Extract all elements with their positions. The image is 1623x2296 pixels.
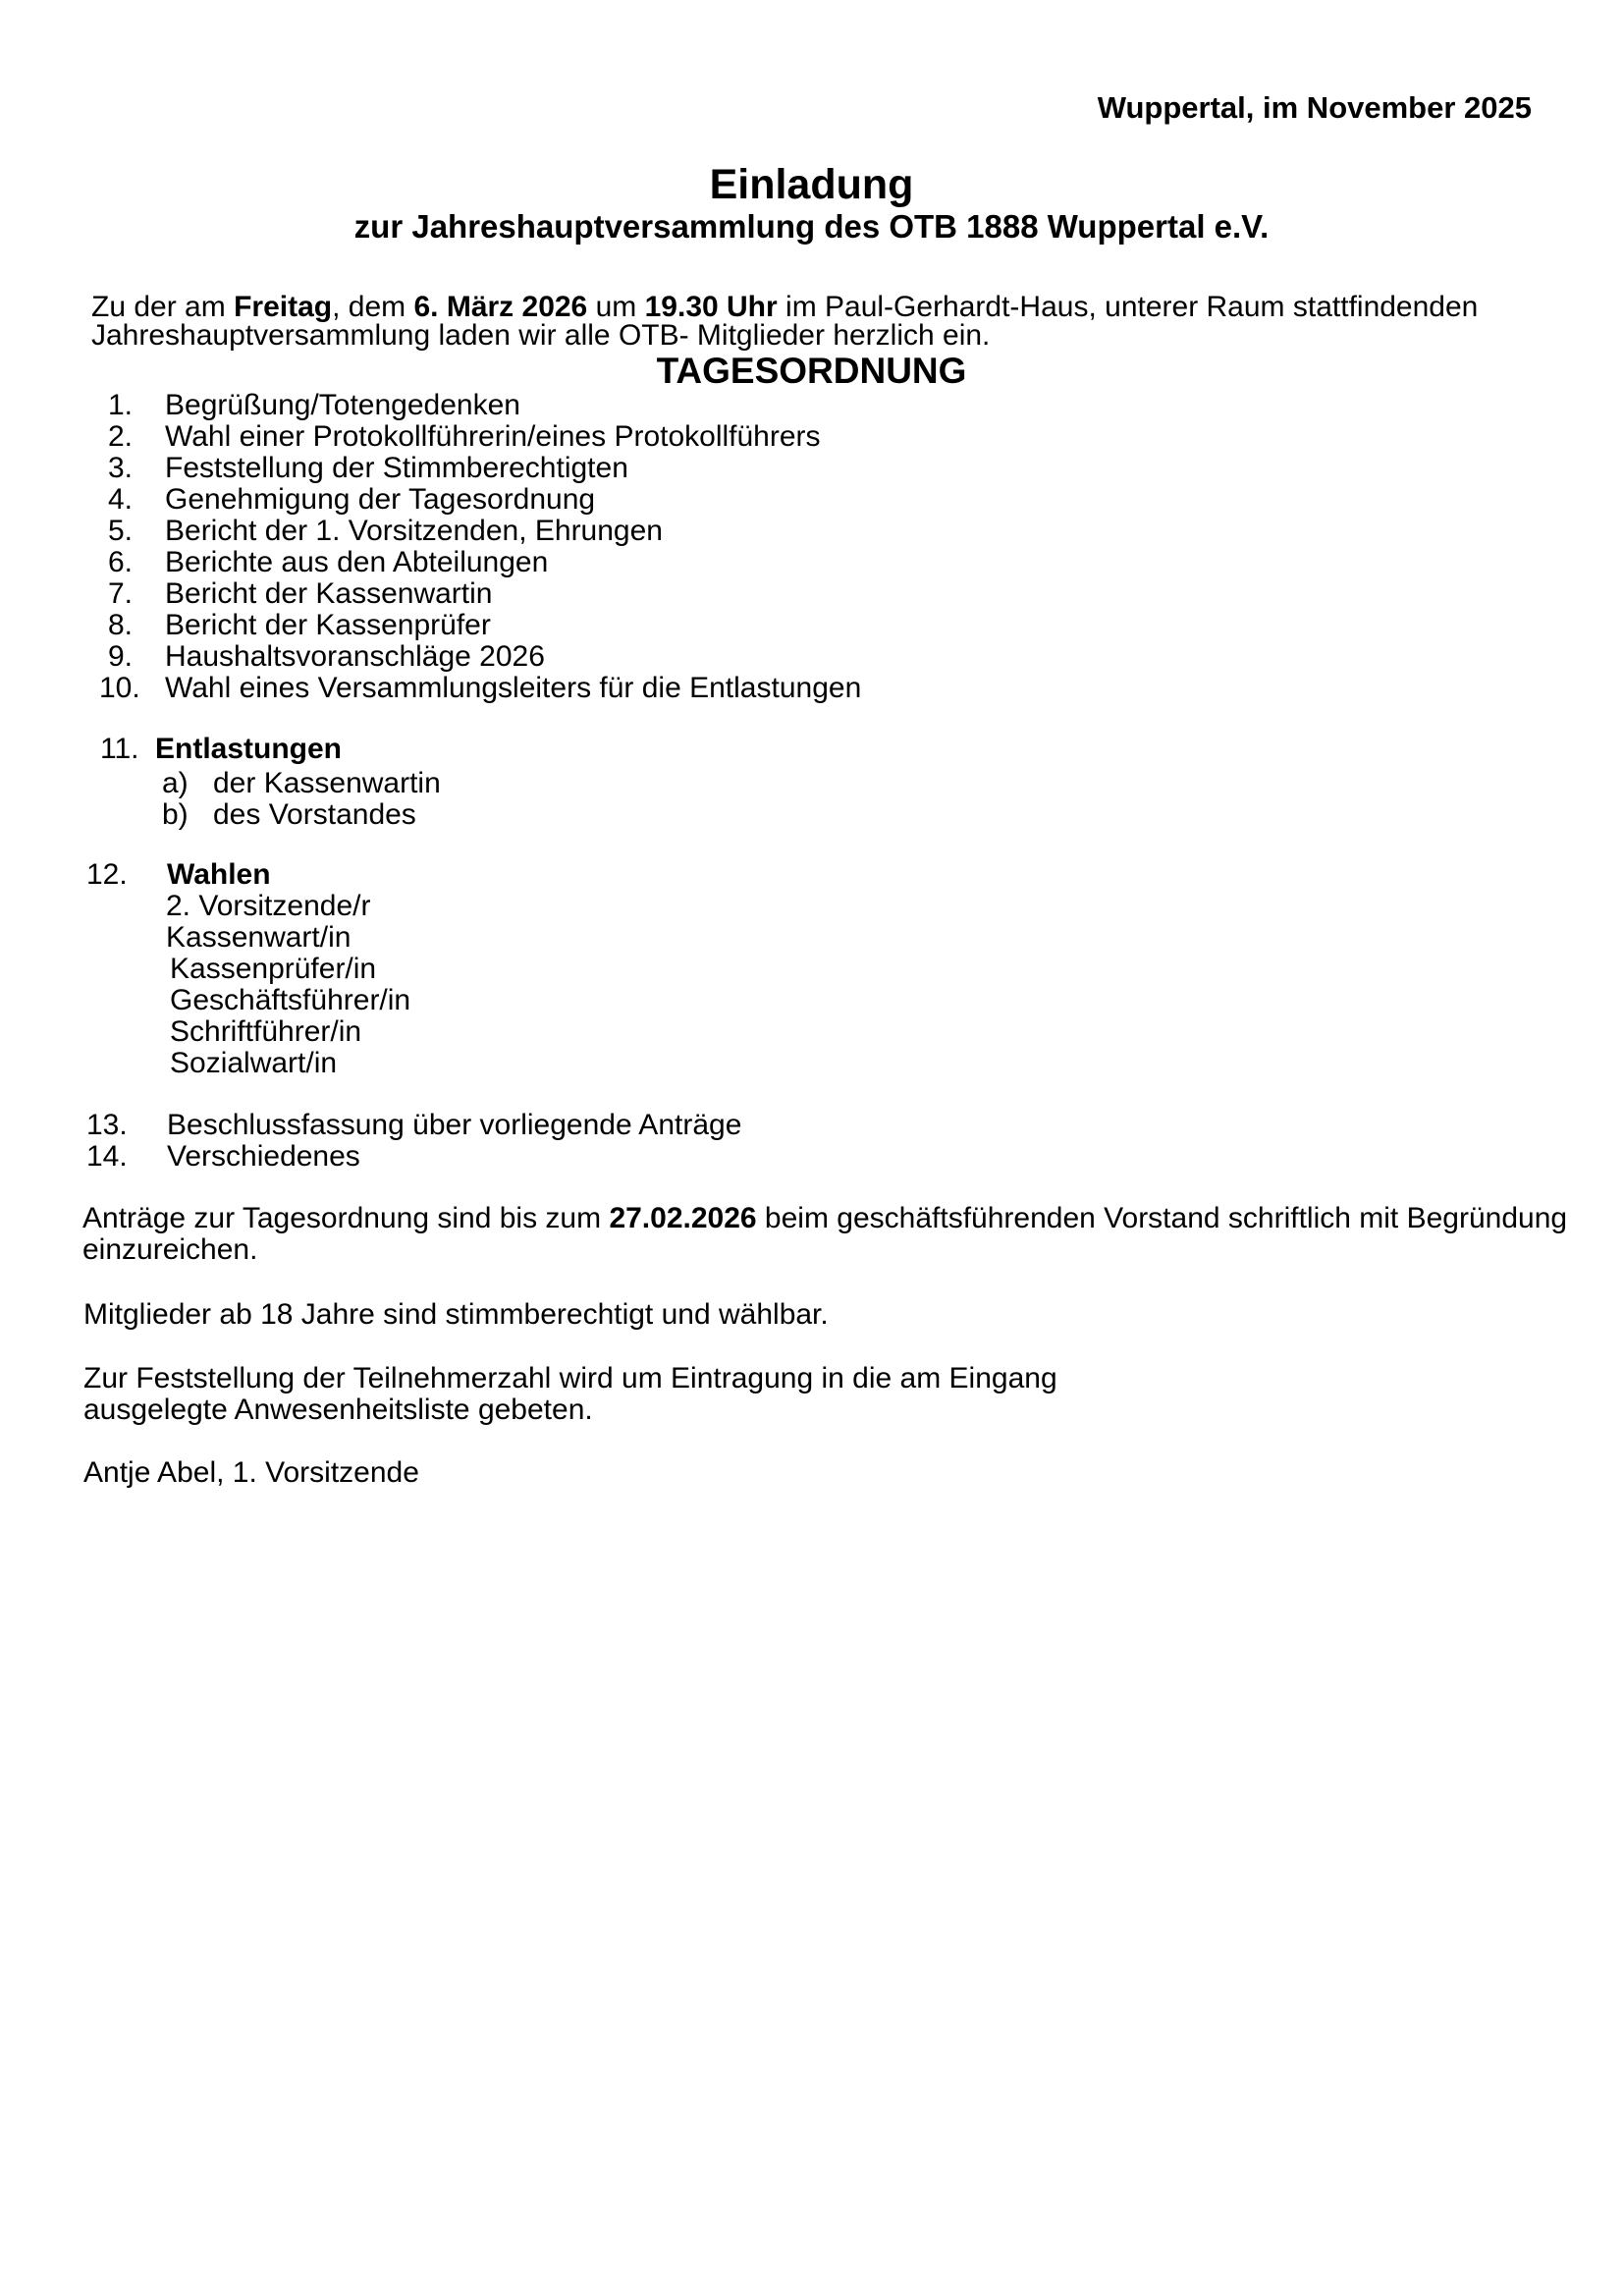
agenda-item-label: Entlastungen bbox=[155, 733, 343, 765]
feststellung-line-1: Zur Feststellung der Teilnehmerzahl wird um Eintragung in die am Eingang bbox=[83, 1362, 1057, 1394]
agenda-item-3 bbox=[0, 453, 1623, 484]
position-line: Sozialwart/in bbox=[170, 1047, 338, 1079]
agenda-item-label: Wahlen bbox=[167, 858, 271, 891]
agenda-item-9 bbox=[0, 641, 1623, 673]
mitglieder-paragraph: Mitglieder ab 18 Jahre sind stimmberechtigt und wählbar. bbox=[83, 1298, 829, 1331]
entlastungen-subitem-a bbox=[0, 768, 1623, 799]
agenda-item-number: 3. bbox=[108, 452, 134, 484]
intro-bold-time: 19.30 Uhr bbox=[644, 291, 778, 323]
agenda-item-number: 10. bbox=[99, 672, 140, 704]
agenda-item-2 bbox=[0, 421, 1623, 453]
agenda-item-text: Berichte aus den Abteilungen bbox=[165, 546, 549, 578]
intro-line-2: Jahreshauptversammlung laden wir alle OTB- Mitglieder herzlich ein. bbox=[91, 319, 991, 352]
entlastungen-subitem-b bbox=[0, 799, 1623, 831]
agenda-item-text: Bericht der 1. Vorsitzenden, Ehrungen bbox=[165, 515, 663, 547]
page-subtitle: zur Jahreshauptversammlung des OTB 1888 Wuppertal e.V. bbox=[353, 208, 1270, 245]
agenda-item-4 bbox=[0, 484, 1623, 516]
agenda-item-number: 7. bbox=[108, 577, 134, 610]
antraege-paragraph bbox=[82, 1203, 1567, 1266]
agenda-item-number: 1. bbox=[108, 389, 134, 421]
agenda-item-1 bbox=[0, 390, 1623, 421]
intro-paragraph bbox=[91, 293, 1478, 350]
subitem-text: der Kassenwartin bbox=[213, 767, 441, 799]
intro-bold-weekday: Freitag bbox=[234, 291, 333, 323]
agenda-list bbox=[0, 390, 1623, 704]
intro-bold-date: 6. März 2026 bbox=[413, 291, 588, 323]
page-title: Einladung bbox=[709, 161, 914, 208]
agenda-item-number: 8. bbox=[108, 609, 134, 641]
position-line: Kassenwart/in bbox=[166, 921, 352, 954]
antraege-deadline-date: 27.02.2026 bbox=[609, 1202, 757, 1234]
agenda-item-text: Bericht der Kassenwartin bbox=[165, 577, 493, 610]
agenda-item-text: Haushaltsvoranschläge 2026 bbox=[165, 640, 545, 673]
agenda-item-number: 9. bbox=[108, 640, 134, 673]
antraege-line-1: Anträge zur Tagesordnung sind bis zum 27.02.2026 beim geschäftsführenden Vorstand schriftlich mit Begründung bbox=[82, 1202, 1568, 1234]
position-line: Schriftführer/in bbox=[170, 1015, 362, 1048]
agenda-item-text: Bericht der Kassenprüfer bbox=[165, 609, 491, 641]
agenda-item-7 bbox=[0, 578, 1623, 610]
agenda-item-number: 12. bbox=[86, 858, 128, 891]
agenda-item-number: 13. bbox=[86, 1109, 128, 1141]
entlastungen-sublist bbox=[0, 768, 1623, 831]
agenda-item-6 bbox=[0, 547, 1623, 578]
agenda-item-number: 6. bbox=[108, 546, 134, 578]
agenda-item-number: 14. bbox=[86, 1140, 128, 1173]
wahlen-positions-list bbox=[0, 891, 1623, 1079]
position-line: Kassenprüfer/in bbox=[170, 953, 377, 985]
agenda-item-text: Wahl einer Protokollführerin/eines Protokollführers bbox=[165, 420, 821, 453]
intro-line-1: Zu der am Freitag, dem 6. März 2026 um 19.30 Uhr im Paul-Gerhardt-Haus, unterer Raum stattfindenden bbox=[91, 291, 1479, 323]
agenda-item-text: Beschlussfassung über vorliegende Anträge bbox=[167, 1109, 742, 1141]
subitem-text: des Vorstandes bbox=[213, 798, 416, 831]
agenda-item-text: Begrüßung/Totengedenken bbox=[165, 389, 520, 421]
agenda-item-text: Wahl eines Versammlungsleiters für die Entlastungen bbox=[165, 672, 862, 704]
agenda-item-number: 2. bbox=[108, 420, 134, 453]
agenda-item-10 bbox=[0, 673, 1623, 704]
position-line: Geschäftsführer/in bbox=[170, 984, 411, 1016]
agenda-item-text: Feststellung der Stimmberechtigten bbox=[165, 452, 628, 484]
agenda-item-text: Genehmigung der Tagesordnung bbox=[165, 483, 596, 516]
agenda-item-number: 5. bbox=[108, 515, 134, 547]
agenda-item-number: 11. bbox=[100, 733, 139, 765]
subitem-marker: b) bbox=[162, 798, 189, 831]
agenda-item-text: Verschiedenes bbox=[167, 1140, 360, 1173]
agenda-item-number: 4. bbox=[108, 483, 134, 516]
antraege-line-2: einzureichen. bbox=[82, 1233, 258, 1266]
signature-line: Antje Abel, 1. Vorsitzende bbox=[83, 1456, 419, 1489]
agenda-item-5 bbox=[0, 516, 1623, 547]
date-line: Wuppertal, im November 2025 bbox=[1097, 90, 1532, 125]
subitem-marker: a) bbox=[162, 767, 189, 799]
feststellung-line-2: ausgelegte Anwesenheitsliste gebeten. bbox=[83, 1394, 593, 1426]
position-line: 2. Vorsitzende/r bbox=[166, 890, 371, 922]
agenda-heading: TAGESORDNUNG bbox=[656, 351, 967, 391]
feststellung-paragraph bbox=[83, 1363, 1057, 1426]
agenda-item-8 bbox=[0, 610, 1623, 641]
